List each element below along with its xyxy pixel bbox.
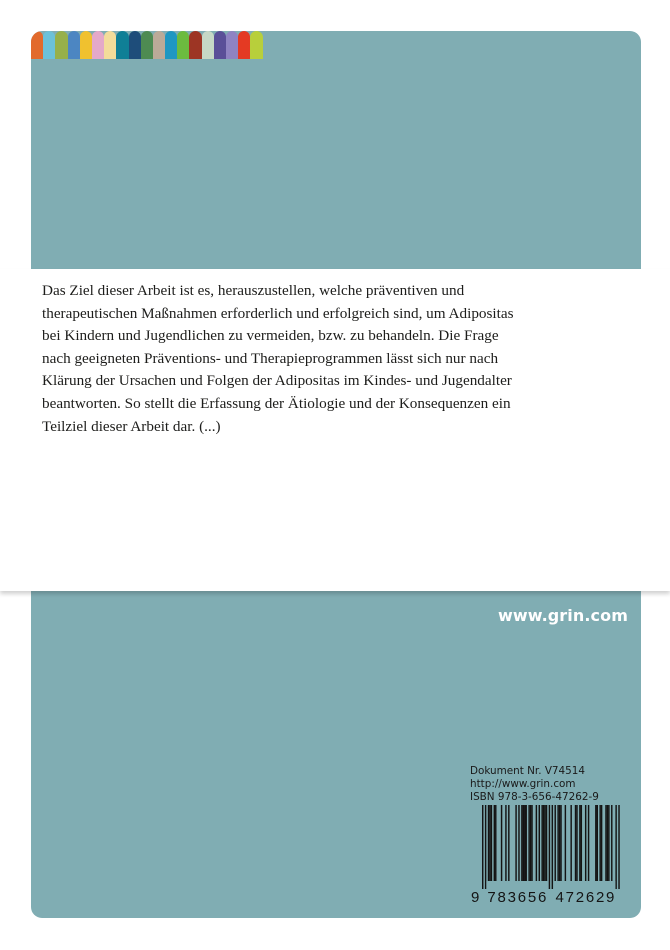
color-tab	[141, 31, 153, 59]
color-tab	[165, 31, 177, 59]
document-number: Dokument Nr. V74514	[470, 765, 585, 777]
color-tab	[189, 31, 201, 59]
isbn-barcode	[470, 805, 630, 905]
color-tab	[80, 31, 92, 59]
color-tab	[250, 31, 262, 59]
color-tab	[55, 31, 67, 59]
abstract-line: bei Kindern und Jugendlichen zu vermeiden, bzw. zu behandeln. Die Frage	[42, 327, 499, 345]
abstract-line: Teilziel dieser Arbeit dar. (...)	[42, 417, 221, 435]
abstract-panel	[0, 269, 670, 591]
svg-text:9: 9	[471, 889, 480, 905]
barcode-graphic	[470, 805, 630, 905]
color-tab	[31, 31, 43, 59]
color-tab	[68, 31, 80, 59]
document-info	[470, 765, 599, 804]
color-tab	[43, 31, 55, 59]
color-tab	[104, 31, 116, 59]
color-tab	[214, 31, 226, 59]
color-tab-strip	[31, 31, 263, 59]
abstract-line: Das Ziel dieser Arbeit ist es, herauszustellen, welche präventiven und	[42, 282, 465, 299]
color-tab	[153, 31, 165, 59]
color-tab	[177, 31, 189, 59]
abstract-line: beantworten. So stellt die Erfassung der Ätiologie und der Konsequenzen ein	[42, 394, 511, 412]
publisher-website: www.grin.com	[497, 606, 628, 625]
abstract-text	[42, 280, 582, 438]
color-tab	[116, 31, 128, 59]
abstract-line: therapeutischen Maßnahmen erforderlich und erfolgreich sind, um Adipositas	[42, 304, 514, 322]
isbn: ISBN 978-3-656-47262-9	[470, 791, 599, 803]
color-tab	[226, 31, 238, 59]
svg-text:472629: 472629	[555, 889, 615, 905]
color-tab	[202, 31, 214, 59]
svg-text:783656: 783656	[487, 889, 547, 905]
color-tab	[92, 31, 104, 59]
abstract-line: Klärung der Ursachen und Folgen der Adipositas im Kindes- und Jugendalter	[42, 372, 512, 390]
abstract-line: nach geeigneten Präventions- und Therapieprogrammen lässt sich nur nach	[42, 349, 499, 367]
color-tab	[238, 31, 250, 59]
color-tab	[129, 31, 141, 59]
document-url: http://www.grin.com	[470, 778, 576, 790]
